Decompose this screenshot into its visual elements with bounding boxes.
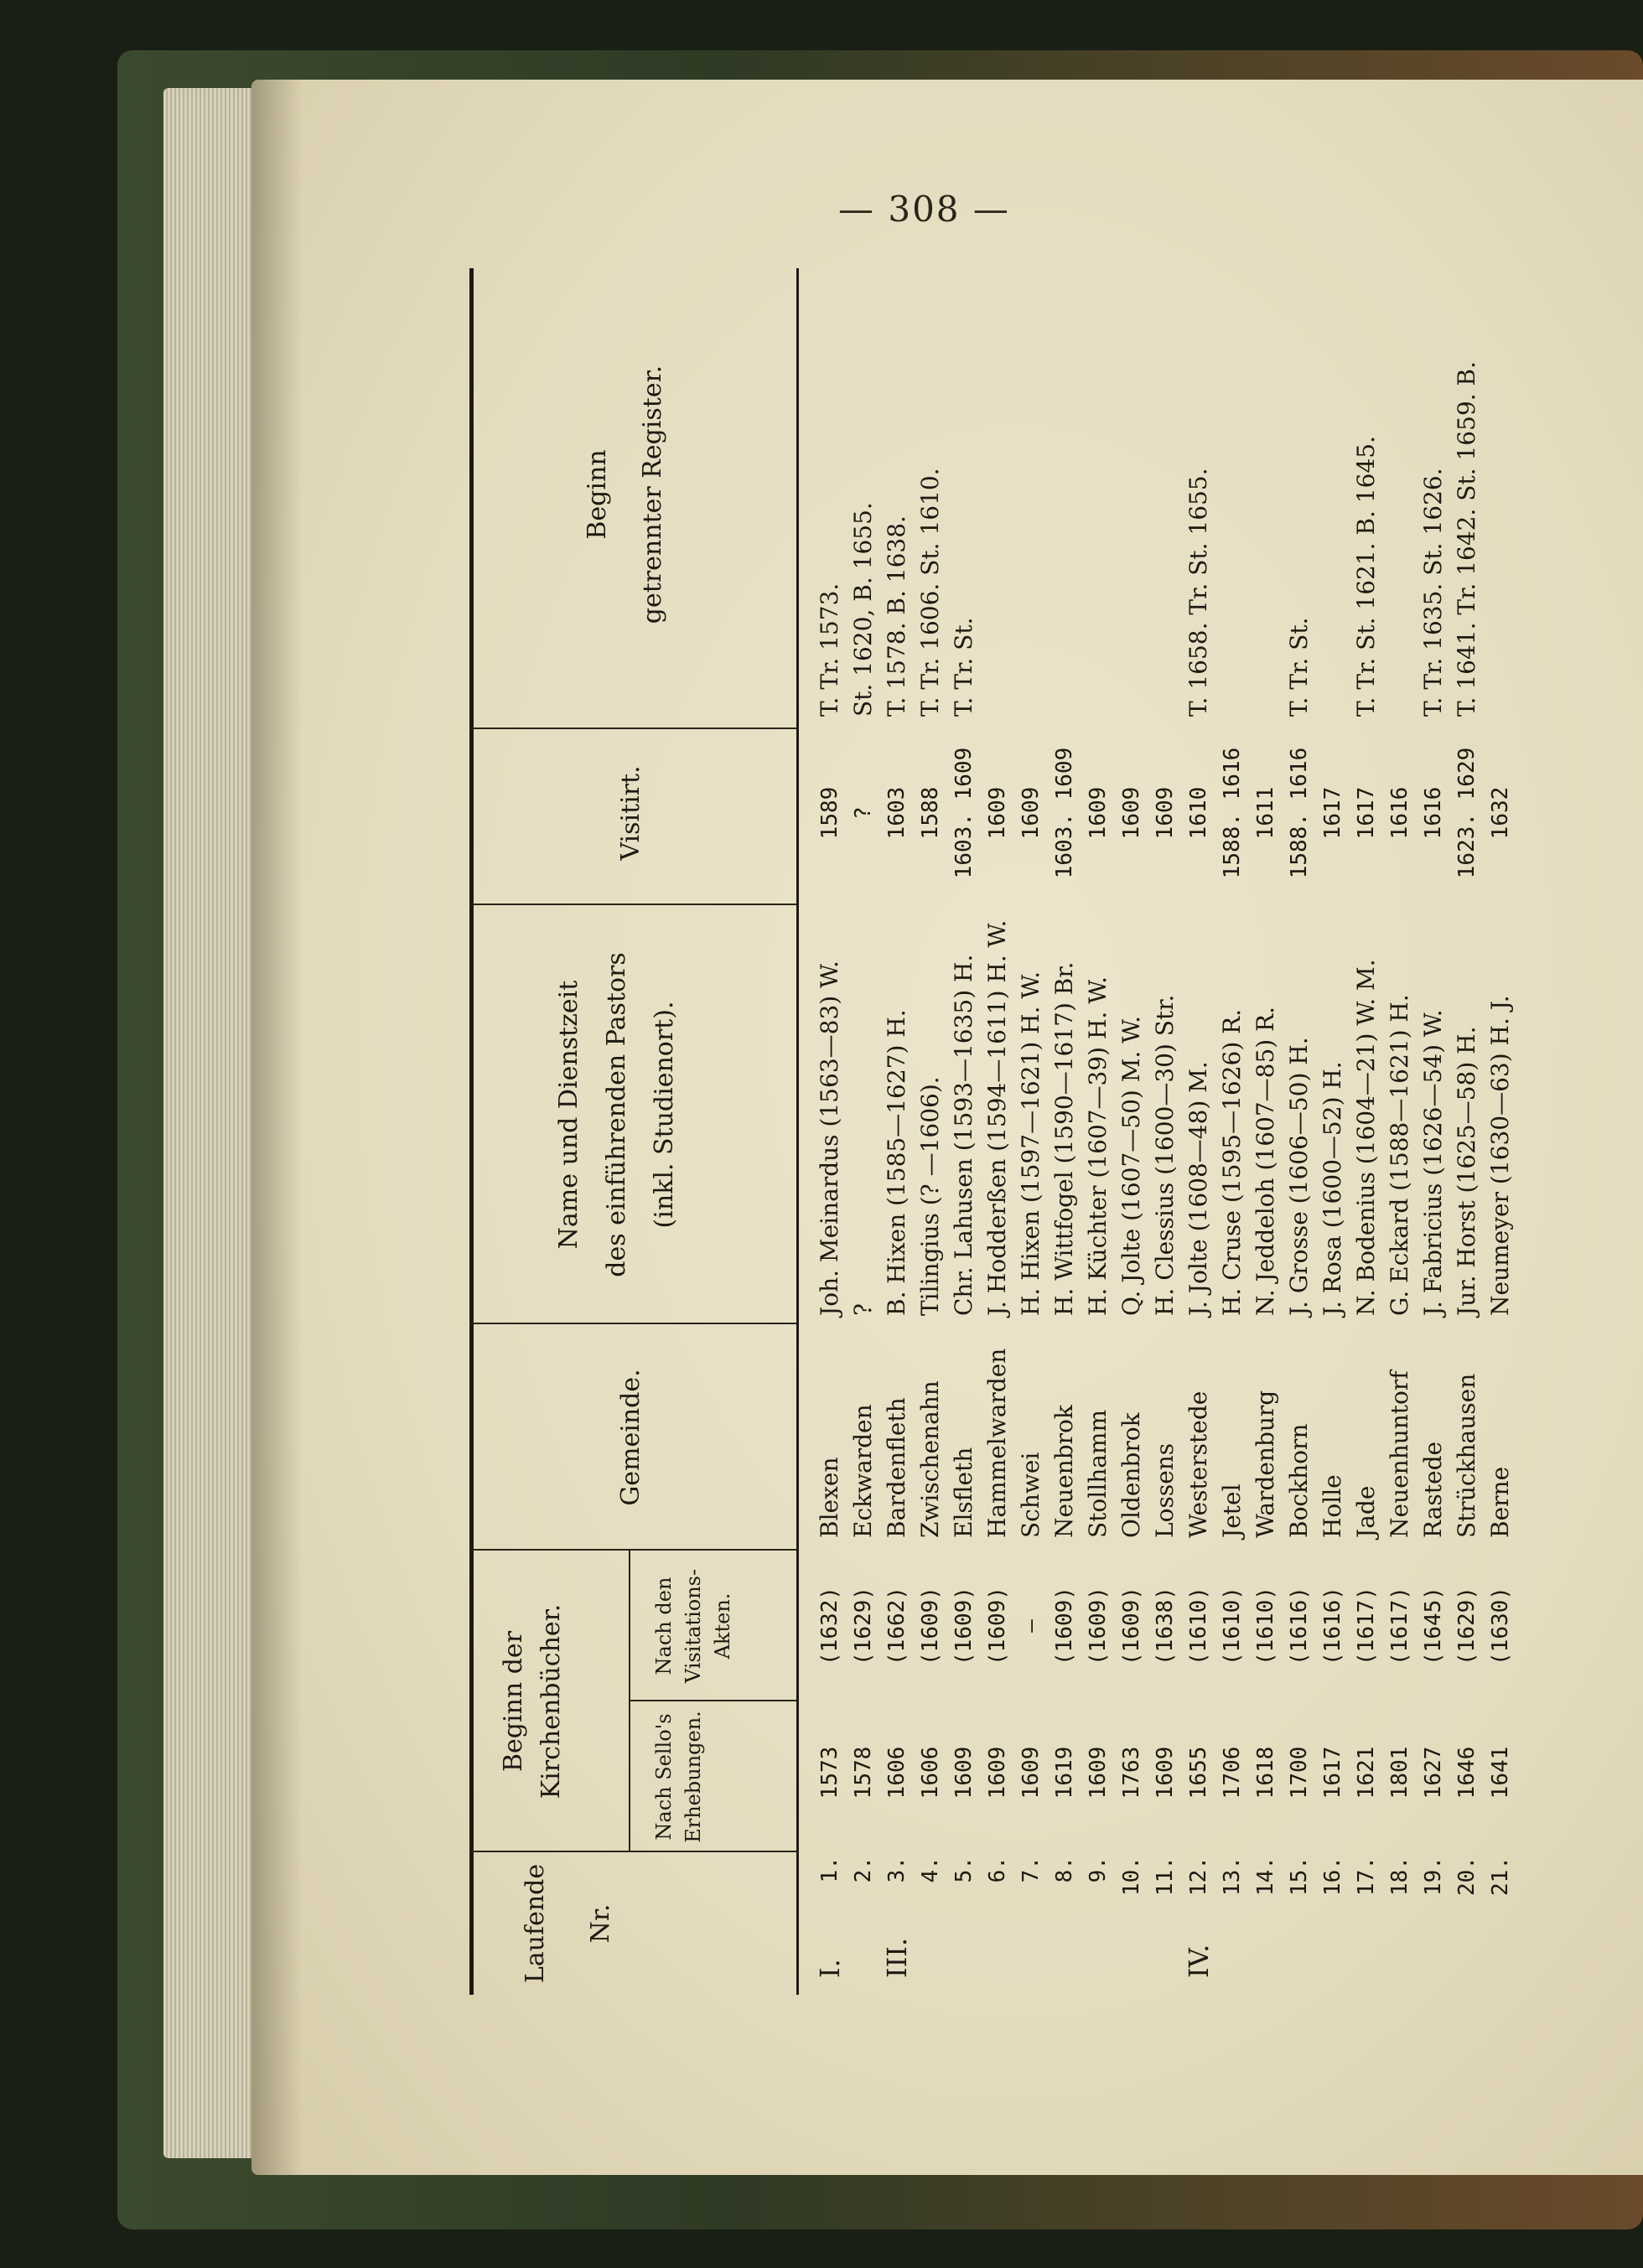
cell-nr: 15. — [1287, 1856, 1312, 1896]
cell-register — [1115, 272, 1148, 717]
cell-sello: 1621 — [1354, 1746, 1379, 1799]
cell-sello: 1627 — [1421, 1746, 1446, 1799]
cell-pastor: N. Jeddeloh (1607—85) R. — [1252, 1006, 1279, 1316]
cell-register: T. 1658. Tr. St. 1655. — [1184, 468, 1212, 717]
cell-register — [1316, 272, 1350, 717]
column-visitation — [813, 1559, 1517, 1693]
cell-pastor: Jur. Horst (1625—58) H. — [1453, 1026, 1480, 1316]
header-nach-visitation: Nach den Visitations-Akten. — [652, 1568, 734, 1684]
cell-nr: 17. — [1354, 1856, 1379, 1896]
cell-visitation: (1609) — [918, 1587, 943, 1665]
cell-register: T. Tr. 1606. St. 1610. — [916, 468, 944, 717]
cell-visitation: (1616) — [1287, 1587, 1312, 1665]
column-register — [813, 272, 1517, 717]
cell-pastor: Tilingius (? —1606). — [916, 1076, 944, 1316]
cell-sello: 1606 — [884, 1746, 910, 1799]
header-register-line2: getrennter Register. — [638, 365, 667, 624]
cell-pastor: N. Bodenius (1604—21) W. M. — [1352, 959, 1380, 1316]
cell-visitirt: 1603 — [884, 786, 910, 840]
header-register-line1: Beginn — [583, 449, 612, 540]
cell-nr: 18. — [1387, 1856, 1412, 1896]
cell-register — [1148, 272, 1182, 717]
header-gemeinde: Gemeinde. — [616, 1369, 645, 1506]
cell-sello: 1618 — [1253, 1746, 1278, 1799]
cell-nr: 9. — [1086, 1856, 1111, 1883]
cell-sello: 1609 — [985, 1746, 1010, 1799]
cell-sello: 1609 — [1018, 1746, 1044, 1799]
cell-gemeinde: Elsfleth — [950, 1447, 977, 1538]
cell-gemeinde: Strückhausen — [1453, 1373, 1480, 1538]
cell-pastor: H. Clessius (1600—30) Str. — [1151, 994, 1179, 1316]
cell-register — [1048, 272, 1081, 717]
cell-register — [1383, 272, 1417, 717]
cell-nr: 3. — [884, 1856, 910, 1883]
column-divider — [469, 1323, 796, 1324]
cell-gemeinde: Jetel — [1218, 1484, 1246, 1538]
cell-pastor: G. Eckard (1588—1621) H. — [1386, 994, 1413, 1316]
cell-nr: 19. — [1421, 1856, 1446, 1896]
cell-visitirt: 1616 — [1387, 786, 1412, 840]
cell-visitirt: 1616 — [1421, 786, 1446, 840]
cell-visitation: (1609) — [1086, 1587, 1111, 1665]
subheader-rule — [629, 1551, 630, 1852]
header-visitirt: Visitirt. — [616, 765, 645, 861]
header-nach-sello: Nach Sello's Erhebungen. — [652, 1711, 705, 1843]
cell-visitirt: 1603. 1609 — [951, 747, 977, 879]
cell-visitation: (1617) — [1387, 1587, 1412, 1665]
cell-register: T. 1578. B. 1638. — [883, 515, 910, 717]
cell-pastor: J. Jolte (1608—48) M. — [1184, 1061, 1212, 1316]
cell-nr: 4. — [918, 1856, 943, 1883]
header-pastoren-line2: des einführenden Pastors — [602, 952, 631, 1277]
header-laufende: Laufende — [521, 1863, 550, 1984]
cell-visitirt: 1588 — [918, 786, 943, 840]
cell-register: T. Tr. St. 1621. B. 1645. — [1352, 436, 1380, 717]
rotated-table — [469, 268, 1514, 1995]
cell-visitirt: 1588. 1616 — [1287, 747, 1312, 879]
cell-gemeinde: Zwischenahn — [916, 1380, 944, 1538]
cell-nr: 11. — [1153, 1856, 1178, 1896]
cell-gemeinde: Rastede — [1419, 1441, 1447, 1538]
cell-sello: 1578 — [851, 1746, 876, 1799]
page-number: — 308 — — [838, 189, 1010, 230]
cell-register — [981, 272, 1014, 717]
cell-sello: 1646 — [1454, 1746, 1480, 1799]
cell-visitirt: ? — [851, 806, 876, 820]
cell-register — [1014, 272, 1048, 717]
cell-visitirt: 1609 — [1119, 786, 1144, 840]
cell-pastor: H. Hixen (1597—1621) H. W. — [1017, 971, 1044, 1316]
cell-visitation: (1632) — [817, 1587, 842, 1665]
cell-pastor: B. Hixen (1585—1627) H. — [883, 1009, 910, 1316]
cell-nr: 1. — [817, 1856, 842, 1883]
cell-nr: 16. — [1320, 1856, 1345, 1896]
cell-gemeinde: Lossens — [1151, 1442, 1179, 1538]
cell-visitirt: 1610 — [1186, 786, 1211, 840]
cell-nr: 20. — [1454, 1856, 1480, 1896]
cell-sello: 1700 — [1287, 1746, 1312, 1799]
cell-nr: 5. — [951, 1856, 977, 1883]
cell-visitation: — — [1018, 1619, 1044, 1633]
cell-gemeinde: Hammelwarden — [983, 1348, 1011, 1538]
cell-visitirt: 1609 — [1018, 786, 1044, 840]
cell-visitation: (1638) — [1153, 1587, 1178, 1665]
cell-visitation: (1610) — [1186, 1587, 1211, 1665]
cell-sello: 1763 — [1119, 1746, 1144, 1799]
cell-gemeinde: Schwei — [1017, 1452, 1044, 1538]
column-visitirt — [813, 729, 1517, 897]
cell-visitation: (1629) — [851, 1587, 876, 1665]
cell-register: T. Tr. 1573. — [816, 583, 843, 717]
cell-gemeinde: Jade — [1352, 1485, 1380, 1538]
cell-gemeinde: Westerstede — [1184, 1390, 1212, 1538]
column-nr — [813, 1856, 1517, 1928]
cell-pastor: J. Fabricius (1626—54) W. — [1419, 1009, 1447, 1316]
gutter-shadow — [251, 80, 302, 2175]
column-sello — [813, 1714, 1517, 1831]
cell-visitation: (1645) — [1421, 1587, 1446, 1665]
cell-pastor: Chr. Lahusen (1593—1635) H. — [950, 954, 977, 1316]
cell-nr: 10. — [1119, 1856, 1144, 1896]
cell-pastor: Joh. Meinardus (1563—83) W. — [816, 961, 843, 1316]
header-laufende-nr — [503, 1852, 634, 1995]
cell-gemeinde: Bardenfleth — [883, 1397, 910, 1538]
group-label: I. — [814, 1959, 846, 1978]
cell-nr: 14. — [1253, 1856, 1278, 1896]
cell-register: T. Tr. 1635. St. 1626. — [1419, 468, 1447, 717]
cell-nr: 6. — [985, 1856, 1010, 1883]
cell-sello: 1606 — [918, 1746, 943, 1799]
header-pastoren — [545, 914, 688, 1316]
cell-visitirt: 1609 — [1086, 786, 1111, 840]
cell-visitation: (1616) — [1320, 1587, 1345, 1665]
cell-nr: 7. — [1018, 1856, 1044, 1883]
subcolumn-divider — [629, 1700, 796, 1701]
cell-visitation: (1629) — [1454, 1587, 1480, 1665]
cell-register — [1484, 272, 1517, 717]
cell-visitation: (1610) — [1220, 1587, 1245, 1665]
cell-sello: 1641 — [1488, 1746, 1513, 1799]
cell-sello: 1801 — [1387, 1746, 1412, 1799]
cell-pastor: H. Wittfogel (1590—1617) Br. — [1050, 961, 1078, 1316]
group-label: III. — [881, 1937, 913, 1978]
cell-visitirt: 1632 — [1488, 786, 1513, 840]
cell-pastor: J. Rosa (1600—52) H. — [1319, 1061, 1346, 1316]
cell-pastor: H. Cruse (1595—1626) R. — [1218, 1008, 1246, 1316]
header-nr: Nr. — [586, 1903, 615, 1944]
cell-sello: 1706 — [1220, 1746, 1245, 1799]
header-pastoren-line3: (inkl. Studienort). — [650, 1001, 679, 1229]
cell-visitirt: 1617 — [1320, 786, 1345, 840]
cell-visitation: (1617) — [1354, 1587, 1379, 1665]
cell-register — [1249, 272, 1283, 717]
column-divider — [469, 904, 796, 905]
header-top-rule — [469, 268, 474, 1995]
cell-pastor: Q. Jolte (1607—50) M. W. — [1117, 1015, 1145, 1316]
cell-register — [1215, 272, 1249, 717]
column-gemeinde — [813, 1328, 1517, 1538]
cell-sello: 1609 — [951, 1746, 977, 1799]
cell-gemeinde: Stollhamm — [1084, 1409, 1112, 1538]
cell-visitation: (1609) — [951, 1587, 977, 1665]
cell-register: St. 1620, B. 1655. — [849, 502, 877, 717]
cell-visitirt: 1588. 1616 — [1220, 747, 1245, 879]
cell-nr: 13. — [1220, 1856, 1245, 1896]
header-register — [570, 268, 681, 721]
cell-pastor: Neumeyer (1630—63) H. J. — [1486, 995, 1514, 1316]
cell-register: T. Tr. St. — [1285, 617, 1313, 717]
cell-visitirt: 1617 — [1354, 786, 1379, 840]
cell-visitirt: 1609 — [985, 786, 1010, 840]
cell-register — [1081, 272, 1115, 717]
cell-sello: 1609 — [1153, 1746, 1178, 1799]
cell-pastor: H. Küchter (1607—39) H. W. — [1084, 976, 1112, 1316]
cell-visitation: (1610) — [1253, 1587, 1278, 1665]
page-edges — [163, 88, 260, 2158]
cell-register: T. Tr. St. — [950, 617, 977, 717]
cell-visitation: (1609) — [1052, 1587, 1077, 1665]
cell-nr: 2. — [851, 1856, 876, 1883]
cell-pastor: ? — [849, 1302, 877, 1316]
cell-gemeinde: Holle — [1319, 1474, 1346, 1538]
cell-pastor: J. Hodderßen (1594—1611) H. W. — [983, 919, 1011, 1316]
column-pastor — [813, 905, 1517, 1316]
cell-gemeinde: Bockhorn — [1285, 1423, 1313, 1538]
cell-gemeinde: Berne — [1486, 1466, 1514, 1538]
column-divider — [469, 1549, 796, 1551]
cell-sello: 1655 — [1186, 1746, 1211, 1799]
cell-visitirt: 1609 — [1153, 786, 1178, 840]
header-pastoren-line1: Name und Dienstzeit — [554, 980, 583, 1250]
cell-visitirt: 1603. 1609 — [1052, 747, 1077, 879]
cell-nr: 21. — [1488, 1856, 1513, 1896]
cell-visitirt: 1623. 1629 — [1454, 747, 1480, 879]
cell-gemeinde: Neuenhuntorf — [1386, 1370, 1413, 1538]
header-bottom-rule — [796, 268, 799, 1995]
cell-register: T. 1641. Tr. 1642. St. 1659. B. — [1453, 360, 1480, 717]
cell-pastor: J. Grosse (1606—50) H. — [1285, 1037, 1313, 1316]
cell-sello: 1617 — [1320, 1746, 1345, 1799]
cell-gemeinde: Neuenbrok — [1050, 1405, 1078, 1538]
cell-visitation: (1609) — [1119, 1587, 1144, 1665]
header-beginn-kirchenbuecher: Beginn der Kirchenbücher. — [499, 1603, 566, 1799]
group-label: IV. — [1183, 1944, 1215, 1978]
cell-nr: 8. — [1052, 1856, 1077, 1883]
cell-visitation: (1662) — [884, 1587, 910, 1665]
cell-visitirt: 1589 — [817, 786, 842, 840]
cell-visitation: (1609) — [985, 1587, 1010, 1665]
cell-sello: 1573 — [817, 1746, 842, 1799]
cell-gemeinde: Blexen — [816, 1457, 843, 1538]
cell-gemeinde: Wardenburg — [1252, 1390, 1279, 1538]
cell-gemeinde: Eckwarden — [849, 1404, 877, 1538]
cell-sello: 1609 — [1086, 1746, 1111, 1799]
cell-nr: 12. — [1186, 1856, 1211, 1896]
cell-visitirt: 1611 — [1253, 786, 1278, 840]
cell-gemeinde: Oldenbrok — [1117, 1412, 1145, 1538]
cell-sello: 1619 — [1052, 1746, 1077, 1799]
cell-visitation: (1630) — [1488, 1587, 1513, 1665]
